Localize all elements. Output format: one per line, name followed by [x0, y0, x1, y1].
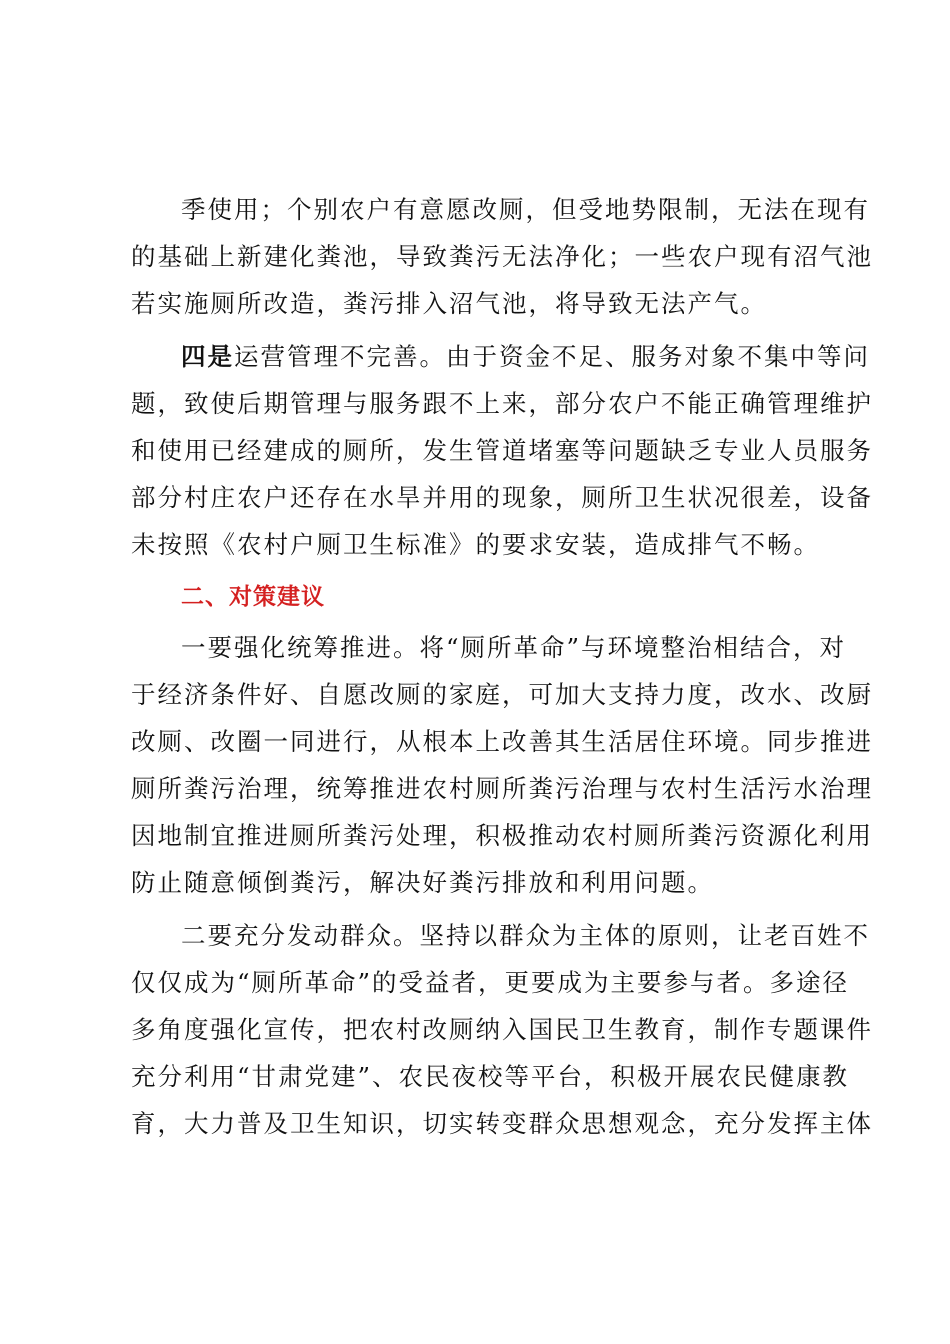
text-line: 一要强化统筹推进。将“厕所革命”与环境整治相结合，对	[181, 633, 847, 662]
document-body	[131, 186, 873, 1147]
text-line: 仅仅成为“厕所革命”的受益者，更要成为主要参与者。多途径	[131, 968, 850, 997]
section-heading: 二、对策建议	[181, 584, 325, 610]
text-line: 题，致使后期管理与服务跟不上来，部分农户不能正确管理维护	[131, 389, 873, 418]
text-line: 多角度强化宣传，把农村改厕纳入国民卫生教育，制作专题课件	[131, 1015, 873, 1044]
text-line: 于经济条件好、自愿改厕的家庭，可加大支持力度，改水、改厨	[131, 680, 873, 709]
paragraph-mobilize	[131, 912, 873, 1147]
text-line: 防止随意倾倒粪污，解决好粪污排放和利用问题。	[131, 868, 714, 897]
text-line: 因地制宜推进厕所粪污处理，积极推动农村厕所粪污资源化利用	[131, 821, 873, 850]
text-line: 改厕、改圈一同进行，从根本上改善其生活居住环境。同步推进	[131, 727, 873, 756]
paragraph-coordination	[131, 624, 873, 906]
text-fragment: 运营管理不完善。由于资金不足、服务对象不集中等问	[234, 342, 870, 371]
text-line: 二要充分发动群众。坚持以群众为主体的原则，让老百姓不	[181, 921, 870, 950]
text-line: 部分村庄农户还存在水旱并用的现象，厕所卫生状况很差，设备	[131, 483, 873, 512]
text-line: 充分利用“甘肃党建”、农民夜校等平台，积极开展农民健康教	[131, 1062, 850, 1091]
text-line: 若实施厕所改造，粪污排入沼气池，将导致无法产气。	[131, 289, 767, 318]
text-line: 和使用已经建成的厕所，发生管道堵塞等问题缺乏专业人员服务	[131, 436, 873, 465]
text-line: 未按照《农村户厕卫生标准》的要求安装，造成排气不畅。	[131, 530, 820, 559]
text-line	[131, 333, 870, 380]
text-line: 育，大力普及卫生知识，切实转变群众思想观念，充分发挥主体	[131, 1109, 873, 1138]
text-line: 的基础上新建化粪池，导致粪污无法净化；一些农户现有沼气池	[131, 242, 873, 271]
text-line: 厕所粪污治理，统筹推进农村厕所粪污治理与农村生活污水治理	[131, 774, 873, 803]
paragraph-continuation	[131, 186, 873, 327]
paragraph-lead: 四是	[181, 342, 234, 371]
text-line: 季使用；个别农户有意愿改厕，但受地势限制，无法在现有	[181, 195, 870, 224]
paragraph-operations	[131, 333, 873, 568]
